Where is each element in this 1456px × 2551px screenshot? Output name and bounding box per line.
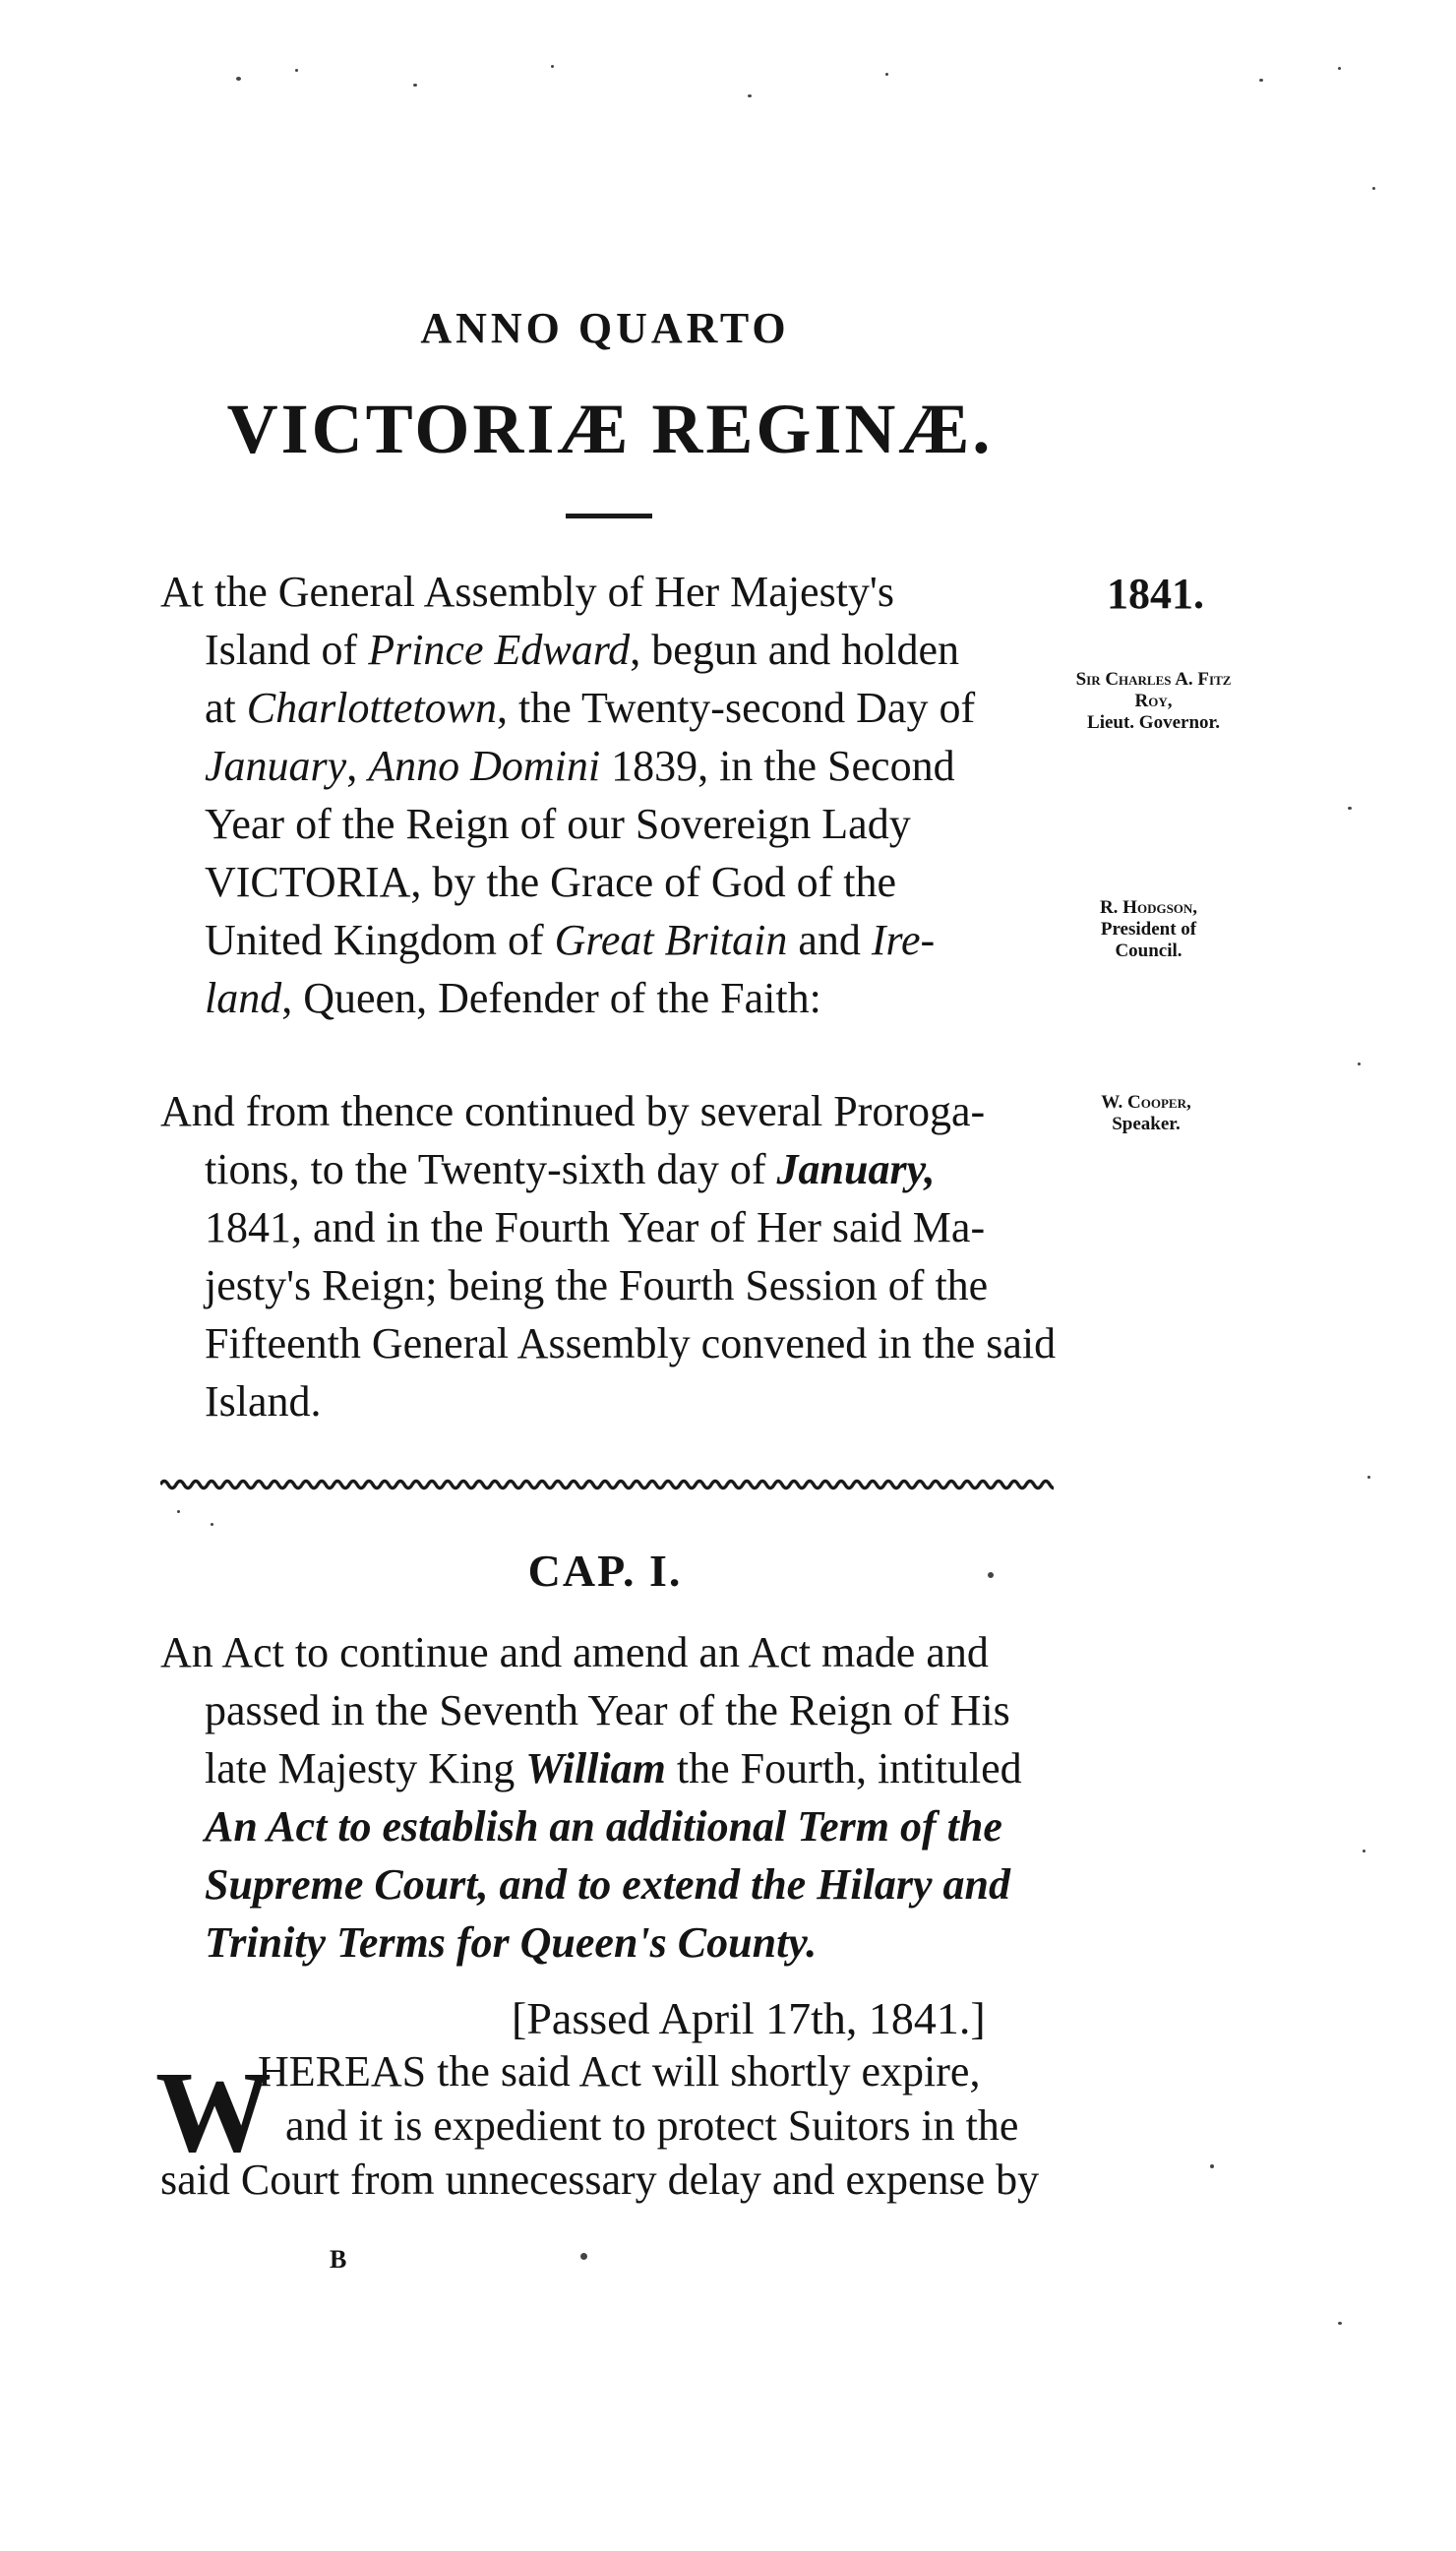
continuation-line-3: 1841, and in the Fourth Year of Her said Ma- [205, 1203, 986, 1251]
act-title-line-6: Trinity Terms for Queen's County. [205, 1918, 818, 1967]
preamble-line-8: land, Queen, Defender of the Faith: [205, 974, 821, 1022]
act-title [160, 1623, 1065, 1972]
body-line-2: and it is expedient to protect Suitors in the [285, 2101, 1019, 2150]
preamble-line-1: At the General Assembly of Her Majesty's [160, 568, 894, 616]
act-title-line-4: An Act to establish an additional Term of the [205, 1802, 1002, 1851]
preamble-line-6: VICTORIA, by the Grace of God of the [205, 858, 897, 906]
chapter-heading: CAP. I. [527, 1546, 683, 1596]
act-title-line-2: passed in the Seventh Year of the Reign of His [205, 1686, 1010, 1734]
margin-note-president [1067, 897, 1230, 962]
heading-rule [566, 514, 652, 518]
passed-date: [Passed April 17th, 1841.] [512, 1993, 986, 2043]
margin-note-governor [1058, 669, 1249, 734]
continuation-line-2: tions, to the Twenty-sixth day of January, [205, 1145, 936, 1193]
act-title-line-5: Supreme Court, and to extend the Hilary and [205, 1860, 1010, 1909]
continuation-paragraph [160, 1082, 1065, 1430]
margin-note-speaker [1062, 1092, 1230, 1135]
continuation-line-6: Island. [205, 1377, 322, 1426]
continuation-line-4: jesty's Reign; being the Fourth Session of the [205, 1261, 989, 1309]
governor-name: Sir Charles A. Fitz Roy, [1075, 669, 1232, 711]
preamble-paragraph [160, 563, 1065, 1027]
act-title-line-1: An Act to continue and amend an Act made and [160, 1628, 989, 1676]
preamble-line-2: Island of Prince Edward, begun and holden [205, 626, 959, 674]
continuation-line-5: Fifteenth General Assembly convened in the said [205, 1319, 1057, 1367]
speaker-name: W. Cooper, [1101, 1092, 1191, 1113]
preamble-line-3: at Charlottetown, the Twenty-second Day of [205, 684, 976, 732]
body-line-1: HEREAS the said Act will shortly expire, [258, 2047, 981, 2095]
anno-quarto-heading: ANNO QUARTO [420, 304, 790, 352]
body-line-3: said Court from unnecessary delay and expense by [160, 2156, 1040, 2204]
governor-title: Lieut. Governor. [1087, 712, 1220, 733]
victoriae-reginae-heading: VICTORIÆ REGINÆ. [226, 390, 994, 468]
preamble-line-7: United Kingdom of Great Britain and Ire- [205, 916, 936, 964]
drop-cap-letter: W [155, 2047, 272, 2176]
ornamental-wavy-rule [160, 1478, 1054, 1491]
preamble-line-5: Year of the Reign of our Sovereign Lady [205, 800, 911, 848]
signature-mark: B [330, 2245, 347, 2274]
president-name: R. Hodgson, [1099, 897, 1198, 918]
president-title: President of Council. [1100, 919, 1197, 961]
preamble-line-4: January, Anno Domini 1839, in the Second [205, 742, 955, 790]
continuation-line-1: And from thence continued by several Proroga- [160, 1087, 986, 1135]
margin-year: 1841. [1107, 570, 1204, 618]
speaker-title: Speaker. [1112, 1114, 1181, 1134]
act-title-line-3: late Majesty King William the Fourth, intituled [205, 1744, 1022, 1792]
